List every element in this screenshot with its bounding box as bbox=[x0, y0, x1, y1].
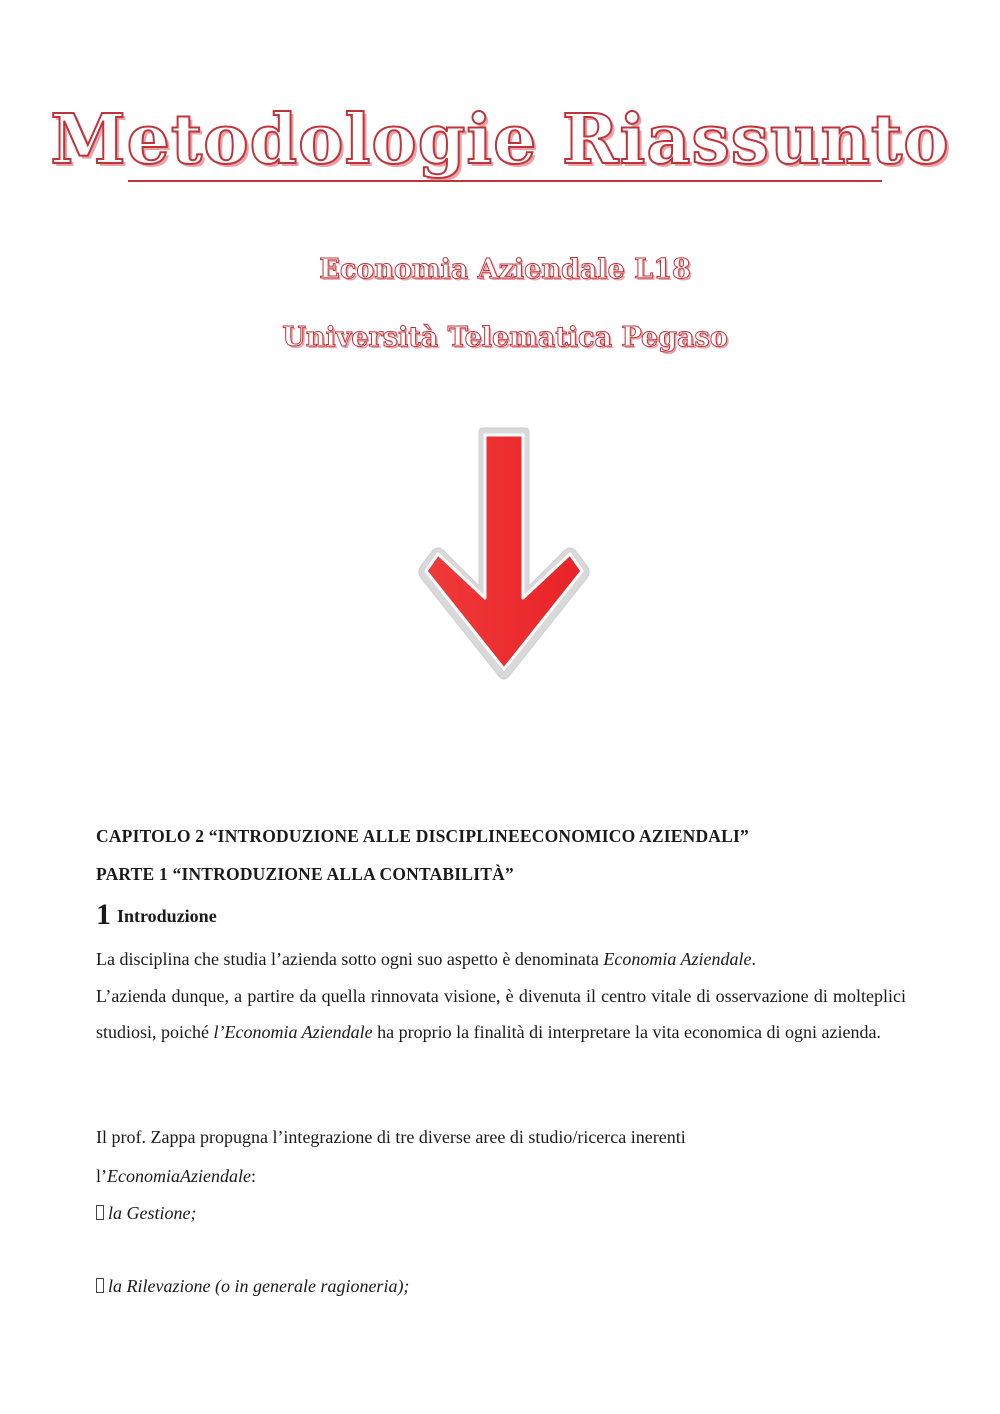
list-item: la Gestione; bbox=[96, 1203, 906, 1224]
university-subtitle: Università Telematica Pegaso bbox=[282, 322, 728, 353]
zappa-paragraph: Il prof. Zappa propugna l’integrazione di tre diverse aree di studio/ricerca inerenti bbox=[96, 1127, 686, 1147]
list-item: la Rilevazione (o in generale ragioneria); bbox=[96, 1276, 906, 1297]
zappa-paragraph-cont: l’EconomiaAziendale: bbox=[96, 1166, 256, 1186]
document-title: Metodologie Riassunto bbox=[50, 100, 950, 180]
section-number: 1 bbox=[96, 898, 111, 931]
intro-paragraph: La disciplina che studia l’azienda sotto ogni suo aspetto è denominata Economia Aziendale. L’azienda dunque, a partire da quella rinnovata visione, è divenuta il centro vitale di osservazione di molteplici studiosi, poiché l’Economia Aziendale ha proprio la finalità di interpretare la vita economica di ogni azienda. bbox=[96, 949, 906, 1042]
bullet-glyph-icon bbox=[96, 1278, 104, 1293]
bullet-glyph-icon bbox=[96, 1205, 104, 1220]
section-title: Introduzione bbox=[117, 906, 217, 926]
down-arrow-icon bbox=[415, 426, 593, 684]
section-heading bbox=[96, 898, 906, 932]
chapter-heading: CAPITOLO 2 “INTRODUZIONE ALLE DISCIPLINEECONOMICO AZIENDALI” bbox=[96, 826, 749, 846]
title-underline bbox=[128, 180, 882, 182]
course-subtitle: Economia Aziendale L18 bbox=[319, 254, 691, 285]
part-heading: PARTE 1 “INTRODUZIONE ALLA CONTABILITÀ” bbox=[96, 864, 514, 884]
